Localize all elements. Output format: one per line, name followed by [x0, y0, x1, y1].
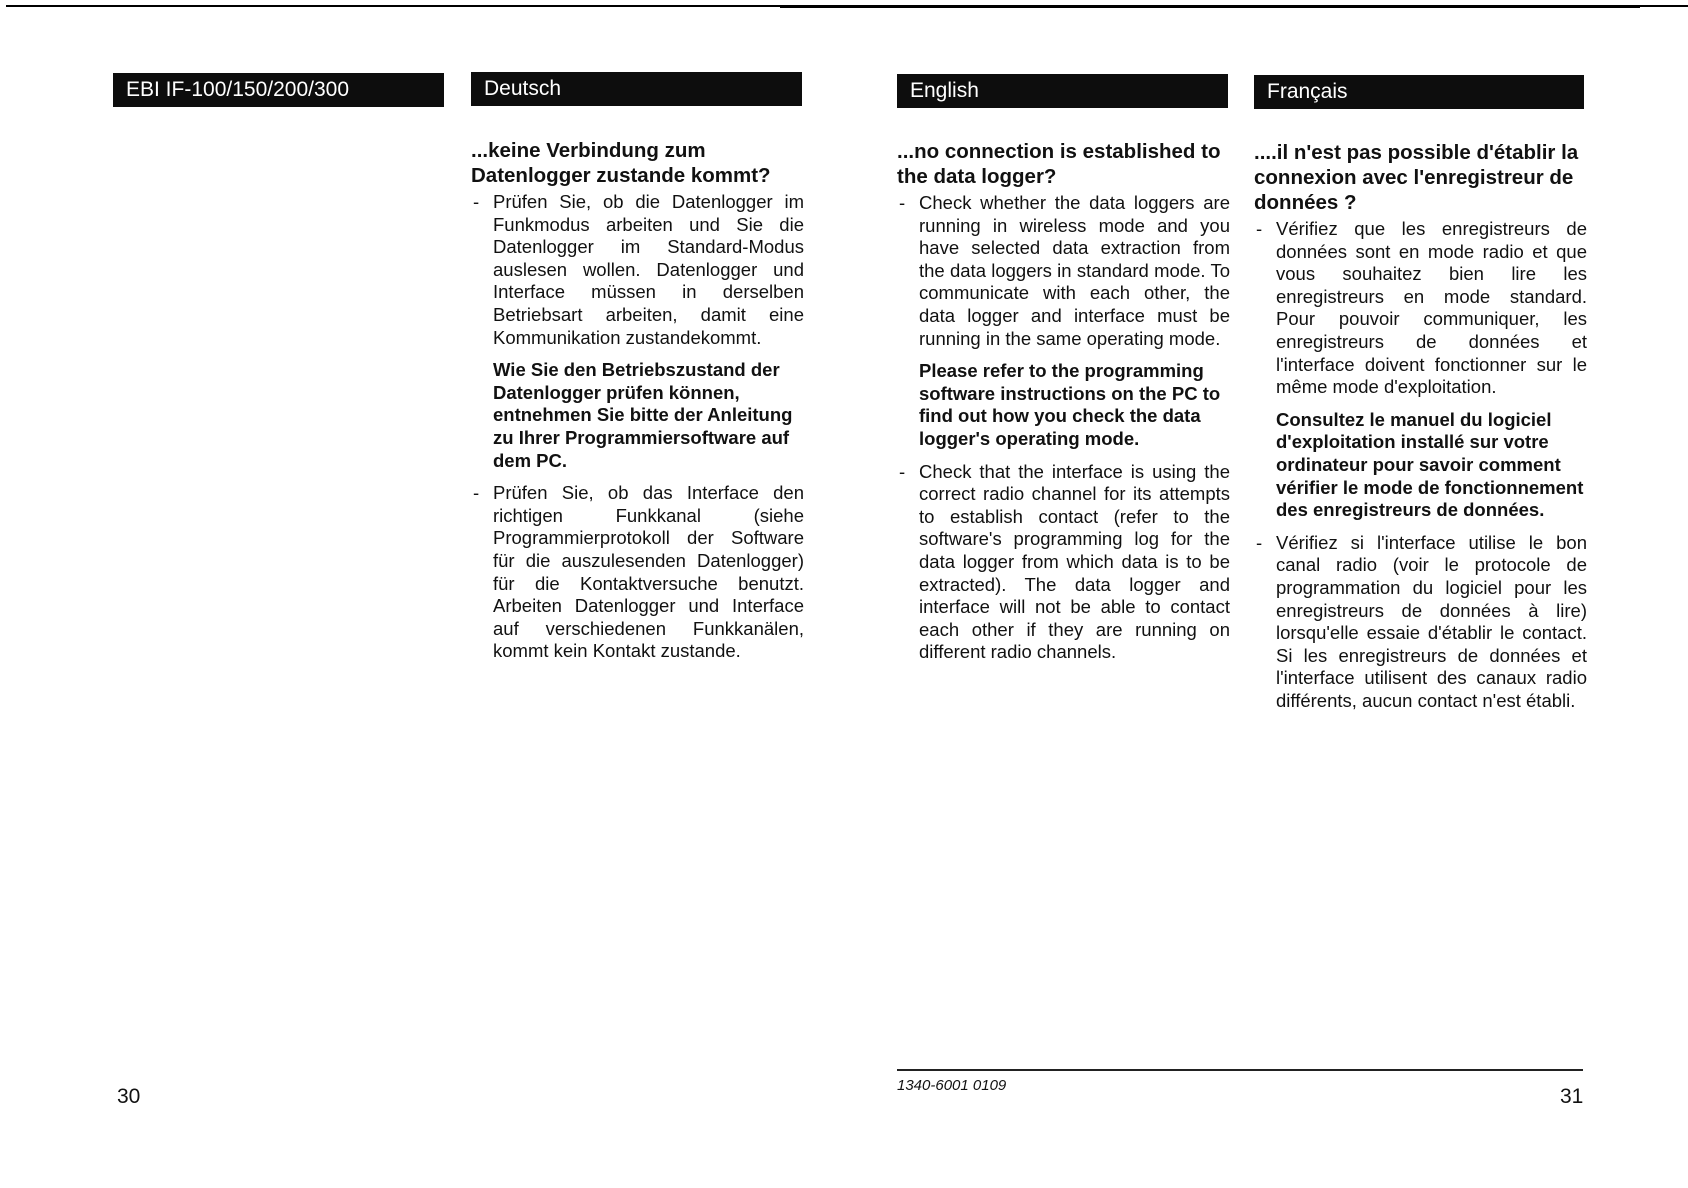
bullet-dash: -: [899, 460, 906, 482]
bullet-dash: -: [1256, 531, 1263, 553]
item-text: Prüfen Sie, ob das Interface den richtigen Funkkanal (siehe Programmierprotokoll der Software für die auszulesenden Datenlogger) für die Kontaktversuche benutzt. Arbeiten Datenlogger und Interface auf verschiedenen Funkkanälen, kommt kein Kontakt zustande.: [493, 482, 804, 662]
column-english: [897, 139, 1230, 674]
question-heading: ...keine Verbindung zum Datenlogger zustande kommt?: [471, 139, 771, 187]
column-deutsch: [471, 138, 804, 673]
item-text: Prüfen Sie, ob die Datenlogger im Funkmodus arbeiten und Sie die Datenlogger im Standard-Modus auslesen wollen. Datenlogger und Interface müssen in derselben Betriebsart arbeiten, damit eine Kommunikation zustandekommt.: [493, 191, 804, 348]
bullet-dash: -: [473, 191, 480, 212]
item-text: Check whether the data loggers are running in wireless mode and you have selected data extraction from the data loggers in standard mode. To communicate with each other, the data logger and interface must be running in the same operating mode.: [919, 192, 1230, 349]
header-deutsch: Deutsch: [471, 72, 802, 106]
document-code: 1340-6001 0109: [897, 1077, 1007, 1094]
header-francais: Français: [1254, 75, 1584, 109]
bullet-dash: -: [1256, 218, 1263, 239]
item-text: Vérifiez que les enregistreurs de données sont en mode radio et que vous souhaitez bien lire les enregistreurs en mode standard. Pour pouvoir communiquer, les enregistreurs de données et l'interface doivent fonctionner sur le même mode d'exploitation.: [1276, 218, 1587, 398]
list-item: [471, 482, 804, 663]
item-text: Check that the interface is using the correct radio channel for its attempts to establish contact (refer to the software's programming log for the data logger from which data is to be extracted). The data logger and interface will not be able to contact each other if they are running on different radio channels.: [919, 460, 1230, 663]
question-heading: ...no connection is established to the data logger?: [897, 140, 1221, 188]
bold-note: Consultez le manuel du logiciel d'exploitation installé sur votre ordinateur pour savoir comment vérifier le mode de fonctionnement des enregistreurs de données.: [1276, 408, 1584, 521]
bold-note: Please refer to the programming software instructions on the PC to find out how you check the data logger's operating mode.: [919, 360, 1221, 449]
question-heading: ....il n'est pas possible d'établir la connexion avec l'enregistreur de données ?: [1254, 141, 1579, 214]
list-item: [1254, 532, 1587, 713]
footer-rule: [897, 1069, 1583, 1071]
item-text: Vérifiez si l'interface utilise le bon canal radio (voir le protocole de programmation du logiciel pour les enregistreurs de données à lire) lorsqu'elle essaie d'établir le contact. Si les enregistreurs de données et l'interface utilisent des canaux radio différents, aucun contact n'est établi.: [1276, 531, 1587, 711]
column-francais: [1254, 140, 1587, 722]
list-item: [1254, 218, 1587, 399]
list-item: [471, 191, 804, 349]
list-item: [897, 461, 1230, 664]
list-item: [897, 192, 1230, 350]
bullet-dash: -: [473, 482, 480, 504]
header-model: EBI IF-100/150/200/300: [113, 73, 444, 107]
bold-note: Wie Sie den Betriebszustand der Datenlogger prüfen können, entnehmen Sie bitte der Anleitung zu Ihrer Programmiersoftware auf dem PC.: [493, 359, 793, 471]
bullet-dash: -: [899, 192, 906, 213]
page-number-left: 30: [117, 1085, 141, 1108]
header-english: English: [897, 74, 1228, 108]
page-number-right: 31: [1560, 1085, 1584, 1108]
top-rule-right: [780, 6, 1640, 8]
